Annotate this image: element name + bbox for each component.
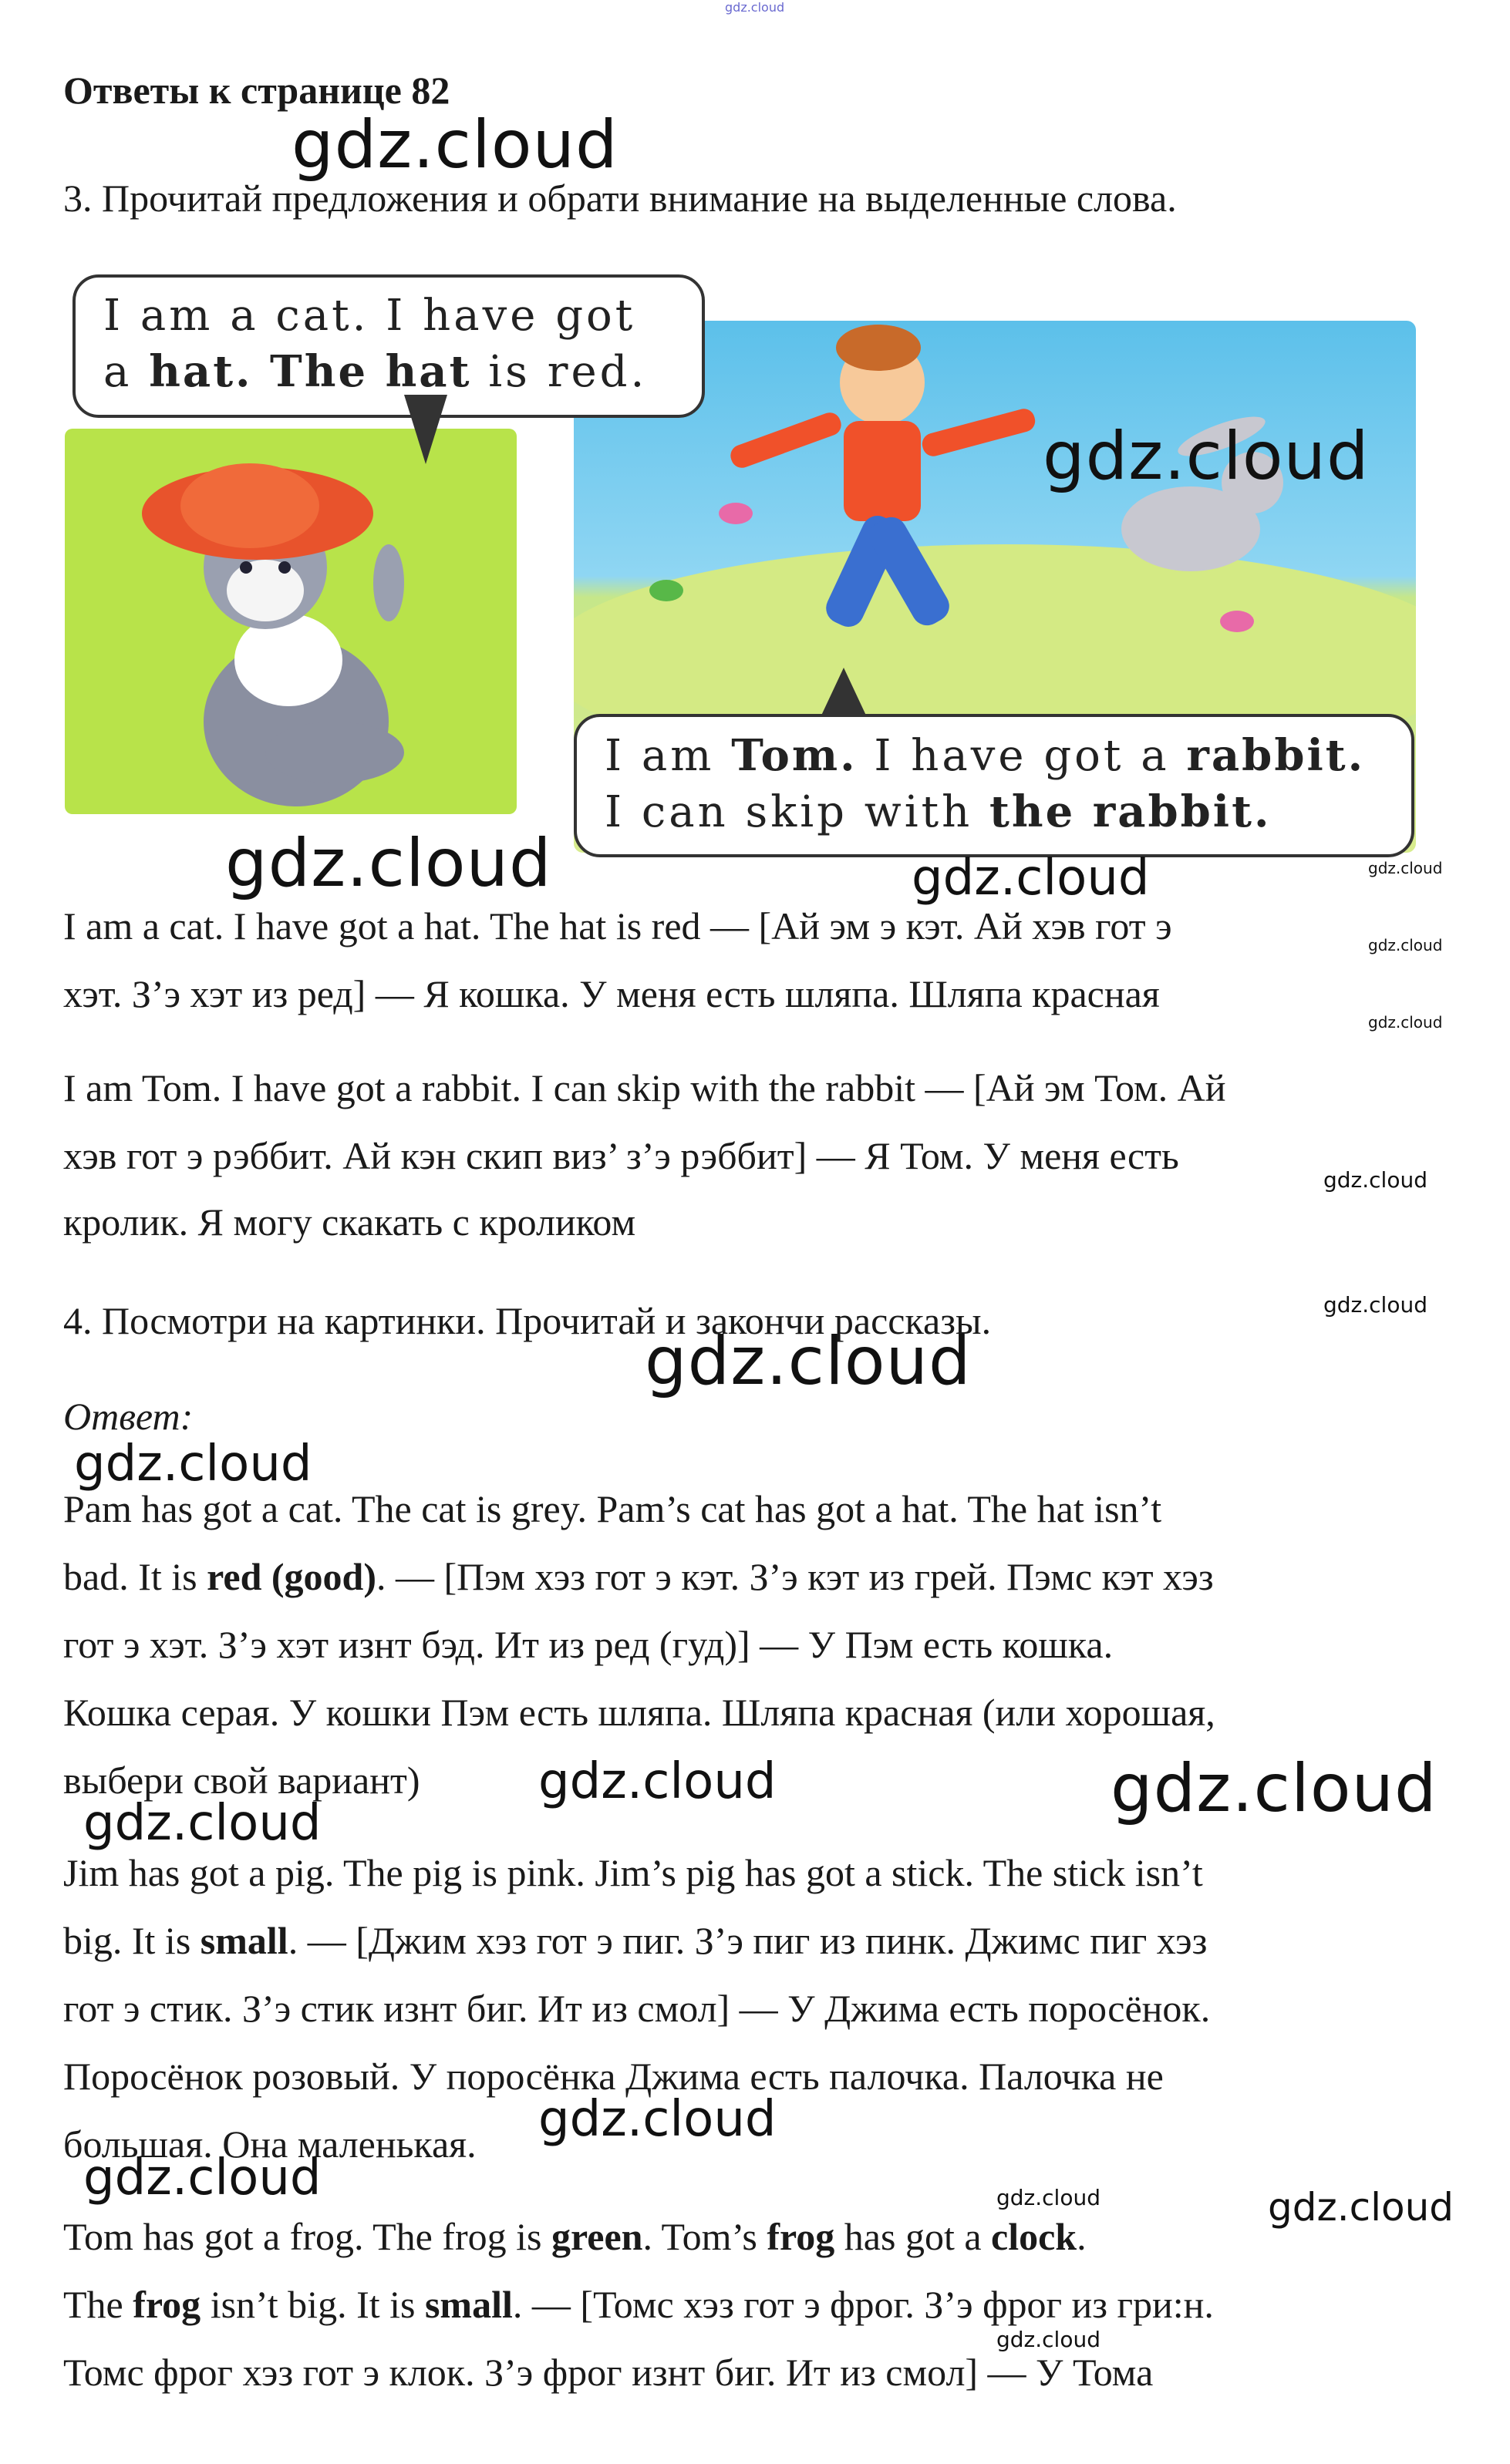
cat-drawing	[65, 429, 517, 814]
task3-para2-line1: I am Tom. I have got a rabbit. I can skip with the rabbit — [Ай эм Том. Ай	[63, 1066, 1226, 1109]
jim-line4: Поросёнок розовый. У поросёнка Джима есть палочка. Палочка не	[63, 2055, 1164, 2098]
task3-para1-line1: I am a cat. I have got a hat. The hat is red — [Ай эм э кэт. Ай хэв гот э	[63, 904, 1172, 948]
watermark: gdz.cloud	[1111, 1750, 1438, 1827]
watermark: gdz.cloud	[538, 2091, 777, 2148]
watermark: gdz.cloud	[996, 2327, 1100, 2352]
jim-line5: большая. Она маленькая.	[63, 2122, 477, 2166]
watermark: gdz.cloud	[1368, 859, 1443, 877]
task3-para1-line2: хэт. З’э хэт из ред] — Я кошка. У меня есть шляпа. Шляпа красная	[63, 972, 1160, 1015]
watermark: gdz.cloud	[292, 106, 618, 183]
bubble-tom-line2: I can skip with the rabbit.	[605, 786, 1272, 837]
speech-bubble-tom	[574, 714, 1414, 857]
watermark: gdz.cloud	[1268, 2185, 1454, 2230]
pam-line1: Pam has got a cat. The cat is grey. Pam’s cat has got a hat. The hat isn’t	[63, 1487, 1162, 1530]
task3-para2-line2: хэв гот э рэббит. Ай кэн скип виз’ з’э рэббит] — Я Том. У меня есть	[63, 1134, 1179, 1177]
tom-line1: Tom has got a frog. The frog is green. Tom’s frog has got a clock.	[63, 2215, 1087, 2258]
pam-line4: Кошка серая. У кошки Пэм есть шляпа. Шляпа красная (или хорошая,	[63, 1691, 1215, 1734]
task-4-instruction: 4. Посмотри на картинки. Прочитай и закончи рассказы.	[63, 1299, 992, 1342]
jim-line1: Jim has got a pig. The pig is pink. Jim’s pig has got a stick. The stick isn’t	[63, 1851, 1203, 1894]
speech-bubble-cat	[72, 274, 705, 418]
task-3-instruction: 3. Прочитай предложения и обрати внимание на выделенные слова.	[63, 177, 1177, 220]
watermark: gdz.cloud	[1323, 1292, 1427, 1318]
pam-line2: bad. It is red (good). — [Пэм хэз гот э кэт. З’э кэт из грей. Пэмс кэт хэз	[63, 1555, 1214, 1598]
watermark: gdz.cloud	[912, 850, 1150, 907]
bubble-cat-line2: a hat. The hat is red.	[103, 346, 648, 397]
watermark: gdz.cloud	[538, 1753, 777, 1810]
answer-label: Ответ:	[63, 1395, 194, 1438]
pam-line5: выбери свой вариант)	[63, 1759, 420, 1802]
cat-panel	[65, 429, 517, 814]
watermark: gdz.cloud	[1323, 1167, 1427, 1193]
jim-line2: big. It is small. — [Джим хэз гот э пиг. З’э пиг из пинк. Джимс пиг хэз	[63, 1919, 1208, 1962]
watermark-top: gdz.cloud	[725, 0, 785, 15]
bubble-cat-line1: I am a cat. I have got	[103, 291, 636, 341]
watermark: gdz.cloud	[996, 2185, 1100, 2210]
watermark: gdz.cloud	[645, 1323, 972, 1400]
watermark: gdz.cloud	[83, 2149, 322, 2206]
watermark: gdz.cloud	[1368, 936, 1443, 954]
pam-line3: гот э хэт. З’э хэт изнт бэд. Ит из ред (гуд)] — У Пэм есть кошка.	[63, 1623, 1114, 1666]
bubble-cat-tail	[404, 395, 447, 464]
tom-line3: Томс фрог хэз гот э клок. З’э фрог изнт биг. Ит из смол] — У Тома	[63, 2351, 1154, 2394]
page-title: Ответы к странице 82	[63, 69, 450, 112]
bubble-tom-tail	[821, 668, 867, 717]
jim-line3: гот э стик. З’э стик изнт биг. Ит из смол] — У Джима есть поросёнок.	[63, 1987, 1211, 2030]
bubble-tom-line1: I am Tom. I have got a rabbit.	[605, 730, 1366, 781]
tom-line2: The frog isn’t big. It is small. — [Томс хэз гот э фрог. З’э фрог из гри:н.	[63, 2283, 1214, 2326]
watermark: gdz.cloud	[83, 1795, 322, 1852]
textbook-illustration	[65, 267, 1416, 859]
watermark: gdz.cloud	[1368, 1013, 1443, 1032]
watermark: gdz.cloud	[74, 1436, 312, 1493]
watermark: gdz.cloud	[225, 825, 552, 902]
watermark: gdz.cloud	[1043, 418, 1370, 495]
task3-para2-line3: кролик. Я могу скакать с кроликом	[63, 1200, 636, 1244]
